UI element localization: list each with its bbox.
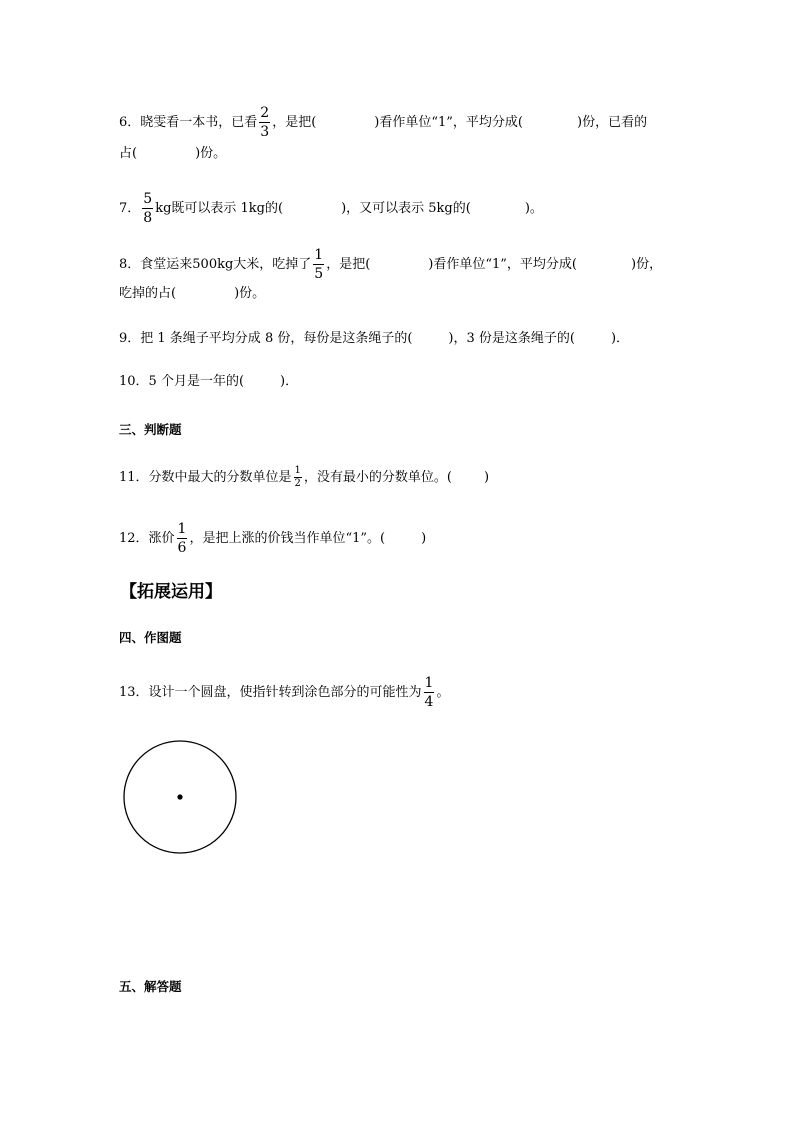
q6-text-start: 6．晓雯看一本书，已看 [119,114,258,130]
question-13: 13．设计一个圆盘，使指针转到涂色部分的可能性为 $\frac{1}{4}$ 。 [119,675,450,710]
question-9: 9．把 1 条绳子平均分成 8 份，每份是这条绳子的( )，3 份是这条绳子的( )． [119,331,630,346]
section-heading-judgement: 三、判断题 [119,422,182,437]
question-8-line-2: 吃掉的占( )份。 [119,286,266,301]
question-10: 10．5 个月是一年的( )． [119,374,299,389]
extension-heading: 【拓展运用】 [120,582,222,602]
section-heading-answers: 五、解答题 [119,979,182,994]
spinner-circle-figure [122,739,240,857]
q8-fraction: $\frac{1}{5}$ [314,247,324,282]
question-7: 7． $\frac{5}{8}$ kg既可以表示 1kg的( )，又可以表示 5kg的( )。 [119,191,543,226]
question-11: 11．分数中最大的分数单位是 $\frac{1}{2}$ ，没有最小的分数单位。( ) [119,465,490,489]
q6-fraction: $\frac{2}{3}$ [260,105,270,140]
q12-fraction: $\frac{1}{6}$ [177,521,187,556]
circle-center-dot [177,794,182,799]
q11-fraction: $\frac{1}{2}$ [294,465,301,489]
q13-fraction: $\frac{1}{4}$ [424,675,434,710]
question-12: 12．涨价 $\frac{1}{6}$ ，是把上涨的价钱当作单位“1”。( ) [119,521,427,556]
q7-fraction: $\frac{5}{8}$ [143,191,153,226]
section-heading-drawing: 四、作图题 [119,630,182,645]
question-8: 8．食堂运来500kg大米，吃掉了 $\frac{1}{5}$ ，是把( )看作单位“1”，平均分成( )份， [119,247,663,282]
question-6: 6．晓雯看一本书，已看 $\frac{2}{3}$ ，是把( )看作单位“1”，平均分成( )份，已看的 [119,105,648,140]
question-6-line-2: 占( )份。 [119,146,227,161]
